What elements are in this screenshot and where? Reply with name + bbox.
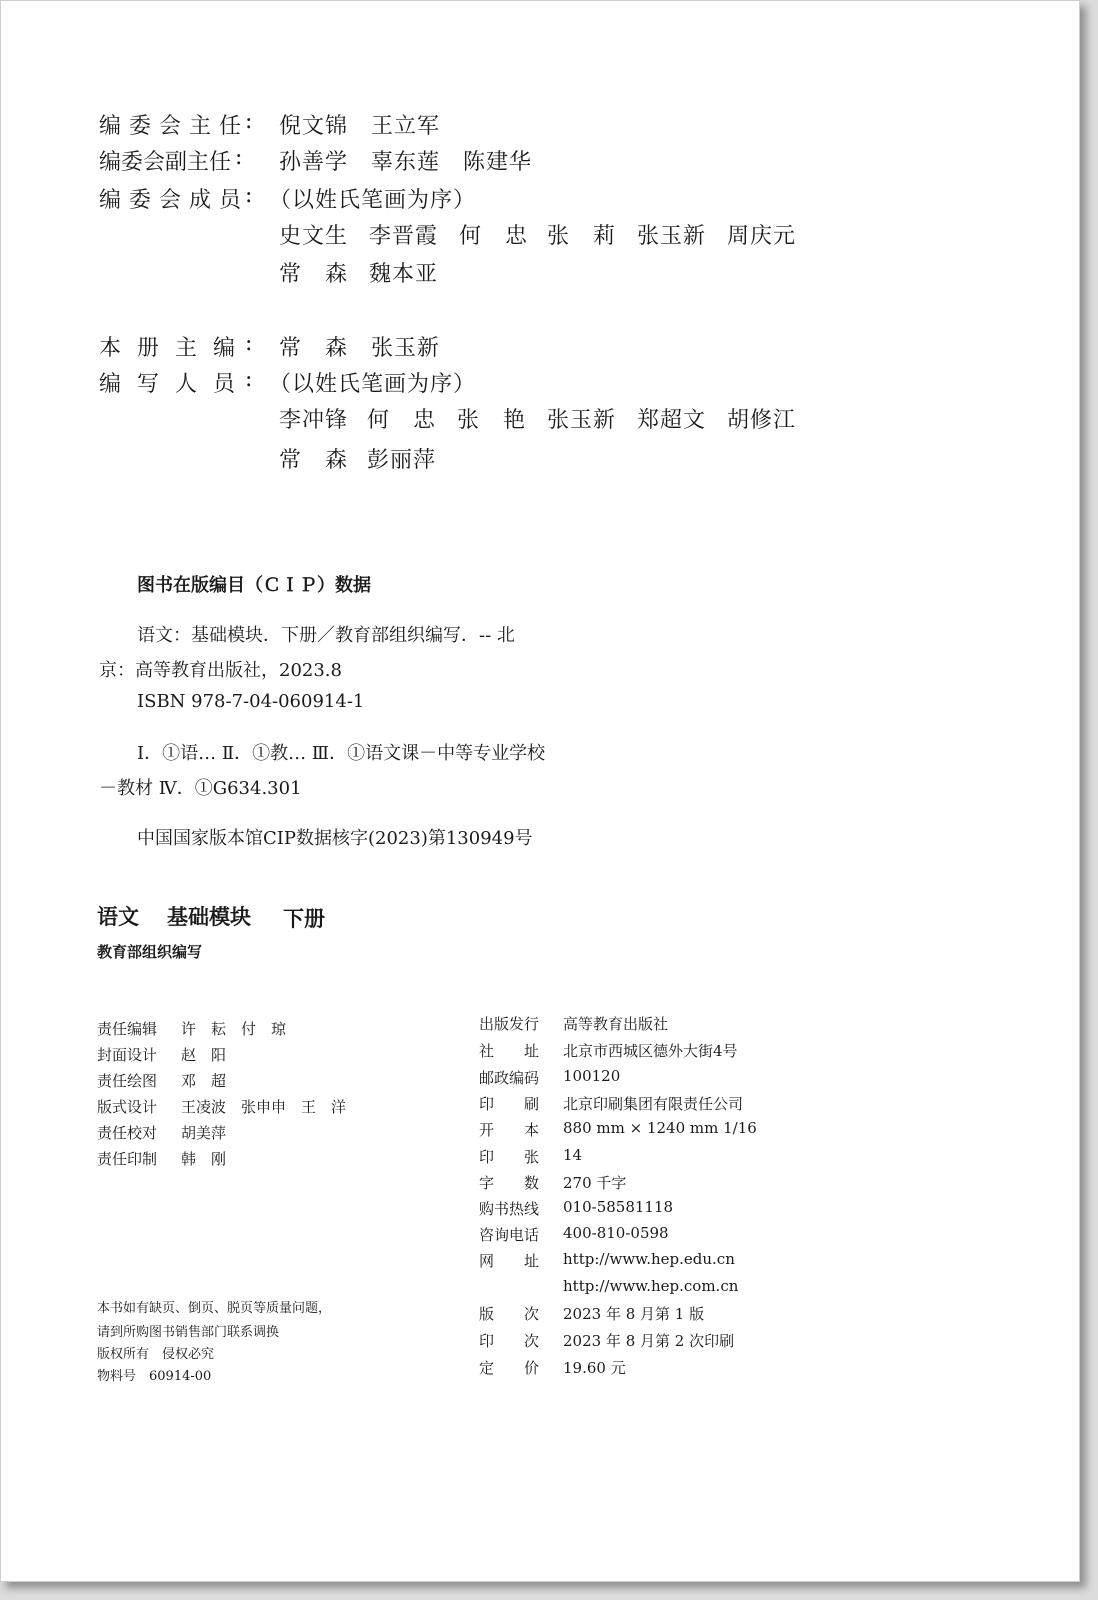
member-name: 魏本亚 — [369, 262, 439, 287]
pub-field-value: 2023 年 8 月第 1 版 — [563, 1305, 705, 1323]
members-note: （以姓氏笔画为序） — [269, 188, 477, 213]
staff-person: 王凌波 张申申 王 洋 — [181, 1098, 347, 1116]
member-name: 周庆元 — [727, 224, 797, 249]
pub-field-label: 咨询电话 — [479, 1226, 540, 1244]
label-char: : — [245, 367, 254, 392]
staff-role-label: 版式设计 — [97, 1098, 158, 1116]
label-char: 任 — [219, 114, 243, 139]
member-name: 张 莉 — [547, 224, 617, 249]
label-char: 任 — [209, 150, 233, 175]
member-name: 何 忠 — [459, 224, 529, 249]
title-part-1: 语文 — [97, 904, 139, 929]
writer-name: 胡修江 — [727, 408, 797, 433]
cip-line-1: 语文：基础模块．下册／教育部组织编写．-- 北 — [137, 625, 515, 646]
pub-field-label: 社 址 — [479, 1042, 540, 1060]
pub-field-value: 北京市西城区德外大街4号 — [563, 1042, 738, 1060]
pub-field-label: 网 址 — [479, 1252, 540, 1270]
staff-role-label: 责任绘图 — [97, 1072, 158, 1090]
pub-field-value: 400-810-0598 — [563, 1224, 669, 1242]
pub-field-label: 印 次 — [479, 1332, 540, 1350]
writers-note: （以姓氏笔画为序） — [269, 372, 477, 397]
label-char: 员 — [219, 188, 243, 213]
pub-field-value: 高等教育出版社 — [563, 1015, 669, 1033]
label-char: : — [245, 331, 254, 356]
pub-field-value: 270 千字 — [563, 1174, 627, 1192]
pub-field-label: 邮政编码 — [479, 1069, 540, 1087]
pub-field-label: 开 本 — [479, 1121, 540, 1139]
cip-isbn: ISBN 978-7-04-060914-1 — [137, 691, 365, 712]
label-char: 主 — [187, 150, 211, 175]
pub-field-value: 2023 年 8 月第 2 次印刷 — [563, 1332, 735, 1350]
label-char: : — [235, 145, 244, 170]
writer-name: 李冲锋 — [279, 408, 349, 433]
staff-role-label: 责任校对 — [97, 1124, 158, 1142]
writer-name: 郑超文 — [637, 408, 707, 433]
label-char: 写 — [137, 372, 161, 397]
pub-field-label: 印 张 — [479, 1148, 540, 1166]
pub-field-label: 购书热线 — [479, 1200, 540, 1218]
notice-line-2: 请到所购图书销售部门联系调换 — [97, 1325, 280, 1340]
pub-field-value: 19.60 元 — [563, 1359, 626, 1377]
pub-field-label: 版 次 — [479, 1305, 540, 1323]
pub-field-value: 14 — [563, 1146, 583, 1164]
pub-field-label: 出版发行 — [479, 1015, 540, 1033]
pub-field-value: 100120 — [563, 1067, 621, 1085]
member-name: 史文生 — [279, 224, 349, 249]
staff-role-label: 封面设计 — [97, 1046, 158, 1064]
member-name: 李晋霞 — [369, 224, 439, 249]
pub-field-label: 字 数 — [479, 1174, 540, 1192]
cip-line-2: 京：高等教育出版社，2023.8 — [99, 660, 342, 681]
notice-line-4: 物料号 60914-00 — [97, 1369, 212, 1384]
label-char: : — [245, 183, 254, 208]
staff-person: 胡美萍 — [181, 1124, 227, 1142]
pub-field-value: 北京印刷集团有限责任公司 — [563, 1095, 744, 1113]
notice-line-1: 本书如有缺页、倒页、脱页等质量问题， — [97, 1301, 332, 1316]
pub-field-value: 880 mm × 1240 mm 1/16 — [563, 1119, 757, 1137]
staff-role-label: 责任印制 — [97, 1150, 158, 1168]
writer-name: 彭丽萍 — [367, 448, 437, 473]
writer-name: 常 森 — [279, 448, 349, 473]
label-char: 编 — [99, 150, 123, 175]
cip-heading: 图书在版编目（ＣＩＰ）数据 — [137, 575, 371, 596]
staff-person: 赵 阳 — [181, 1046, 227, 1064]
staff-person: 许 耘 付 琼 — [181, 1020, 287, 1038]
label-char: 成 — [189, 188, 213, 213]
pub-field-value: 010-58581118 — [563, 1198, 674, 1216]
label-char: 会 — [159, 188, 183, 213]
label-char: 编 — [99, 114, 123, 139]
label-char: 编 — [99, 188, 123, 213]
staff-person: 韩 刚 — [181, 1150, 227, 1168]
label-char: 编 — [99, 372, 123, 397]
cip-class-1: Ⅰ．①语… Ⅱ．①教… Ⅲ．①语文课－中等专业学校 — [137, 743, 546, 764]
member-name: 常 森 — [279, 262, 349, 287]
label-char: 委 — [129, 114, 153, 139]
title-part-2: 基础模块 — [167, 904, 251, 929]
pub-field-label: 印 刷 — [479, 1095, 540, 1113]
member-name: 张玉新 — [637, 224, 707, 249]
label-char: 编 — [213, 336, 237, 361]
writer-name: 张玉新 — [547, 408, 617, 433]
staff-role-label: 责任编辑 — [97, 1020, 158, 1038]
label-char: 会 — [159, 114, 183, 139]
cip-class-2: －教材 Ⅳ．①G634.301 — [99, 778, 302, 799]
staff-person: 邓 超 — [181, 1072, 227, 1090]
label-char: 主 — [189, 114, 213, 139]
label-char: 会 — [143, 150, 167, 175]
deputy-names: 孙善学 辜东莲 陈建华 — [279, 150, 533, 175]
title-part-3: 下册 — [283, 906, 325, 931]
writer-name: 何 忠 — [367, 408, 437, 433]
label-char: 人 — [175, 372, 199, 397]
notice-line-3: 版权所有 侵权必究 — [97, 1347, 215, 1362]
cip-record: 中国国家版本馆CIP数据核字(2023)第130949号 — [137, 828, 533, 849]
label-char: 本 — [99, 336, 123, 361]
organizer: 教育部组织编写 — [97, 943, 203, 961]
pub-field-value: http://www.hep.edu.cn — [563, 1250, 735, 1268]
label-char: 委 — [129, 188, 153, 213]
label-char: 副 — [165, 150, 189, 175]
label-char: 主 — [175, 336, 199, 361]
label-char: 委 — [121, 150, 145, 175]
label-char: : — [245, 109, 254, 134]
chief-editor-names: 常 森 张玉新 — [279, 336, 441, 361]
pub-field-value: http://www.hep.com.cn — [563, 1277, 739, 1295]
label-char: 员 — [213, 372, 237, 397]
label-char: 册 — [137, 336, 161, 361]
pub-field-label: 定 价 — [479, 1359, 540, 1377]
director-names: 倪文锦 王立军 — [279, 114, 441, 139]
writer-name: 张 艳 — [457, 408, 527, 433]
